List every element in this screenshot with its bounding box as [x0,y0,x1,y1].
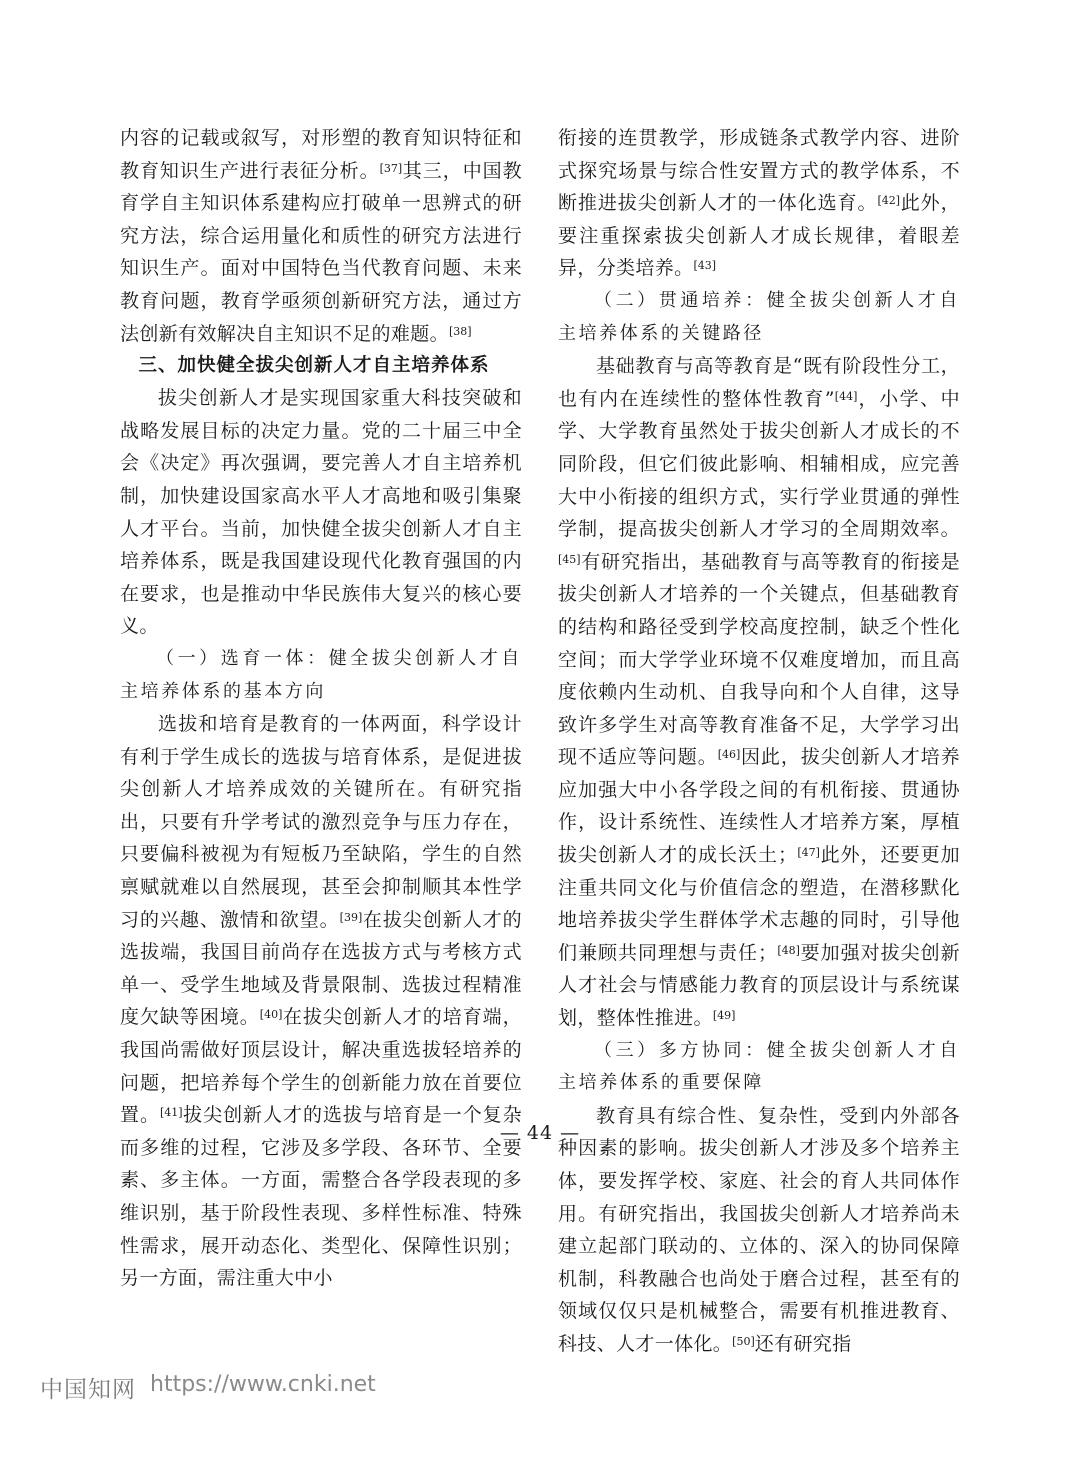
citation-ref[interactable]: [40] [259,1008,283,1022]
section-heading: 三、加快健全拔尖创新人才自主培养体系 [138,355,490,377]
citation-ref[interactable]: [44] [834,389,858,403]
subsection-heading: （三）多方协同：健全拔尖创新人才自主培养体系的重要保障 [558,1039,960,1094]
paragraph: 选拔和培育是教育的一体两面，科学设计有利于学生成长的选拔与培育体系，是促进拔尖创新人才培养成效的关键所在。有研究指出，只要有升学考试的激烈竞争与压力存在，只要偏科被视为有短板乃至缺陷，学生的自然禀赋就难以自然展现，甚至会抑制顺其本性学习的兴趣、激情和欲望。[39]在拔尖创新人才的选拔端，我国目前尚存在选拔方式与考核方式单一、受学生地域及背景限制、选拔过程精准度欠缺等困境。[40]在拔尖创新人才的培育端，我国尚需做好顶层设计，解决重选拔轻培养的问题，把培养每个学生的创新能力放在首要位置。[41]拔尖创新人才的选拔与培育是一个复杂而多维的过程，它涉及多学段、各环节、全要素、多主体。一方面，需整合各学段表现的多维识别，基于阶段性表现、多样性标准、特殊性需求，展开动态化、类型化、保障性识别；另一方面，需注重大中小 [120,713,522,1290]
subsection-heading: （二）贯通培养：健全拔尖创新人才自主培养体系的关键路径 [558,289,960,344]
citation-ref[interactable]: [46] [717,748,741,762]
citation-ref[interactable]: [47] [797,846,820,860]
citation-ref[interactable]: [43] [693,259,717,273]
paragraph: 内容的记载或叙写，对形塑的教育知识特征和教育知识生产进行表征分析。[37]其三，中国教育学自主知识体系建构应打破单一思辨式的研究方法，综合运用量化和质性的研究方法进行知识生产。面对中国特色当代教育问题、未来教育问题，教育学亟须创新研究方法，通过方法创新有效解决自主知识不足的难题。[38] [120,127,522,345]
citation-ref[interactable]: [45] [558,552,581,566]
cnki-url-link[interactable]: https://www.cnki.net [150,1372,376,1397]
paragraph: 拔尖创新人才是实现国家重大科技突破和战略发展目标的决定力量。党的二十届三中全会《决定》再次强调，要完善人才自主培养机制，加快建设国家高水平人才高地和吸引集聚人才平台。当前，加快健全拔尖创新人才自主培养体系，既是我国建设现代化教育强国的内在要求，也是推动中华民族伟大复兴的核心要义。 [120,387,522,638]
citation-ref[interactable]: [48] [777,943,800,957]
left-column [120,122,522,1295]
citation-ref[interactable]: [37] [379,161,403,175]
paragraph: 基础教育与高等教育是“既有阶段性分工，也有内在连续性的整体性教育”[44]，小学、中学、大学教育虽然处于拔尖创新人才成长的不同阶段，但它们彼此影响、相辅相成，应完善大中小衔接的组织方式，实行学业贯通的弹性学制，提高拔尖创新人才学习的全周期效率。[45]有研究指出，基础教育与高等教育的衔接是拔尖创新人才培养的一个关键点，但基础教育的结构和路径受到学校高度控制，缺乏个性化空间；而大学学业环境不仅难度增加，而且高度依赖内生动机、自我导向和个人自律，这导致许多学生对高等教育准备不足，大学学习出现不适应等问题。[46]因此，拔尖创新人才培养应加强大中小各学段之间的有机衔接、贯通协作，设计系统性、连续性人才培养方案，厚植拔尖创新人才的成长沃土；[47]此外，还要更加注重共同文化与价值信念的塑造，在潜移默化地培养拔尖学生群体学术志趣的同时，引导他们兼顾共同理想与责任；[48]要加强对拔尖创新人才社会与情感能力教育的顶层设计与系统谋划，整体性推进。[49] [558,355,961,1030]
subsection-heading: （一）选育一体：健全拔尖创新人才自主培养体系的基本方向 [120,647,522,702]
citation-ref[interactable]: [49] [712,1009,736,1023]
citation-ref[interactable]: [39] [339,910,363,924]
paragraph: 教育具有综合性、复杂性，受到内外部各种因素的影响。拔尖创新人才涉及多个培养主体，要发挥学校、家庭、社会的育人共同体作用。有研究指出，我国拔尖创新人才培养尚未建立起部门联动的、立体的、深入的协同保障机制，科教融合也尚处于磨合过程，甚至有的领域仅仅只是机械整合，需要有机推进教育、科技、人才一体化。[50]还有研究指 [558,1104,960,1355]
paragraph: 衔接的连贯教学，形成链条式教学内容、进阶式探究场景与综合性安置方式的教学体系，不断推进拔尖创新人才的一体化选育。[42]此外，要注重探索拔尖创新人才成长规律，着眼差异，分类培养。[43] [558,127,960,280]
right-column [558,122,960,1361]
citation-ref[interactable]: [42] [877,194,901,208]
citation-ref[interactable]: [50] [732,1334,755,1348]
citation-ref[interactable]: [38] [448,324,472,338]
cnki-logo[interactable]: 中国知网 [40,1377,136,1403]
page-number: — 44 — [499,1122,581,1144]
citation-ref[interactable]: [41] [159,1106,183,1120]
